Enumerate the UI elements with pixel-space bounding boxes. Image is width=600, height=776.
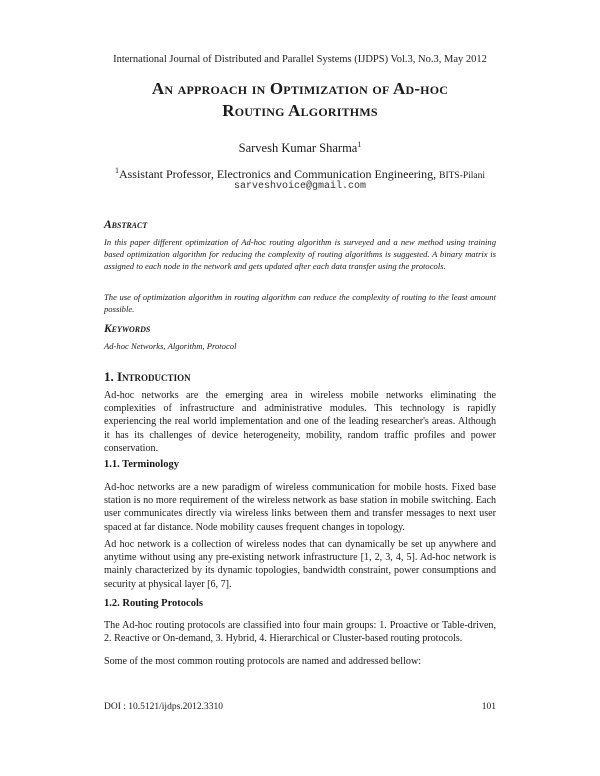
abstract-heading: Abstract — [104, 219, 148, 231]
routing-paragraph-2: Some of the most common routing protocols are named and addressed bellow: — [104, 656, 422, 667]
abstract-paragraph-1: In this paper different optimization of Ad-hoc routing algorithm is surveyed and a new method using training based optimization algorithm for reducing the complexity of routing algorithms is suggested. A binary matrix is assigned to each node in the network and gets updated after each data transfer using the protocols. — [104, 237, 496, 272]
terminology-paragraph-1: Ad-hoc networks are a new paradigm of wireless communication for mobile hosts. Fixed base station is no more requirement of the wireless network as base station in mobile switching. Each user communicates directly via wireless links between them and transfer messages to next user spaced at far distance. Node mobility causes frequent changes in topology. — [104, 482, 496, 533]
footer-doi: DOI : 10.5121/ijdps.2012.3310 — [104, 702, 224, 712]
title-line-2: Routing Algorithms — [222, 101, 378, 120]
introduction-heading: 1. Introduction — [104, 369, 191, 384]
keywords-text: Ad-hoc Networks, Algorithm, Protocol — [104, 341, 237, 351]
page-number: 101 — [481, 702, 496, 712]
institution-name: BITS-Pilani — [439, 171, 486, 181]
routing-paragraph-1: The Ad-hoc routing protocols are classified into four main groups: 1. Proactive or Table-driven, 2. Reactive or On-demand, 3. Hybrid, 4. Hierarchical or Cluster-based routing protocols. — [104, 620, 496, 645]
paper-title — [60, 78, 540, 122]
terminology-heading: 1.1. Terminology — [104, 459, 179, 470]
title-line-1: An approach in Optimization of Ad-hoc — [151, 79, 449, 98]
author-superscript: 1 — [357, 139, 362, 149]
introduction-paragraph: Ad-hoc networks are the emerging area in wireless mobile networks eliminating the complexities of infrastructure and administrative modules. This technology is rapidly experiencing the real world implementation and one of the leading researcher's areas. Although it has its challenges of device heterogeneity, mobility, random traffic profiles and power conservation. — [104, 390, 496, 454]
routing-protocols-heading: 1.2. Routing Protocols — [104, 598, 203, 609]
author-name: Sarvesh Kumar Sharma — [238, 141, 358, 155]
author-email: sarveshvoice@gmail.com — [233, 181, 367, 192]
affiliation-text: Assistant Professor, Electronics and Communication Engineering, — [118, 167, 437, 181]
author-name-line — [0, 141, 600, 156]
author-affiliation — [0, 167, 600, 182]
journal-header: International Journal of Distributed and Parallel Systems (IJDPS) Vol.3, No.3, May 2012 — [113, 54, 487, 65]
abstract-paragraph-2: The use of optimization algorithm in routing algorithm can reduce the complexity of routing to the least amount possible. — [104, 292, 496, 315]
terminology-paragraph-2: Ad hoc network is a collection of wireless nodes that can dynamically be set up anywhere and anytime without using any pre-existing network infrastructure [1, 2, 3, 4, 5]. Ad-hoc network is mainly characterized by its dynamic topologies, bandwidth constraint, power consumptions and security at physical layer [6, 7]. — [104, 539, 496, 590]
keywords-heading: Keywords — [104, 323, 151, 335]
affiliation-superscript: 1 — [114, 166, 119, 175]
